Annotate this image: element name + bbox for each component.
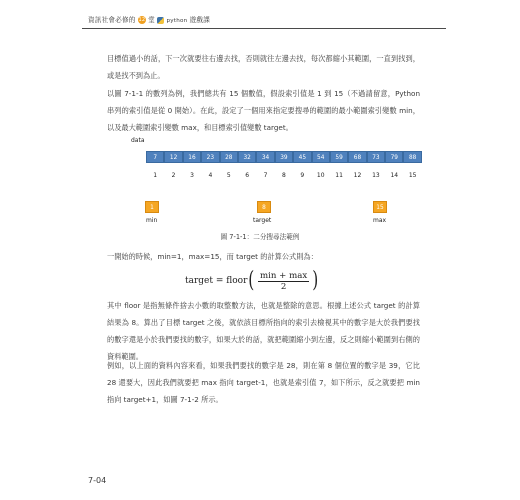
page-number: 7-04: [88, 476, 107, 485]
array-cell: 34: [256, 151, 274, 163]
paragraph-5: 例如，以上面的資料內容來看，如果我們要找的數字是 28，則在第 8 個位置的數字是 39，它比 28 還要大，因此我們就要把 max 指向 target-1，也就是索引值 7，如下所示，反之就要把 min 指向 target+1，如圖 7-1-2 所示。: [107, 361, 420, 404]
array-cell: 39: [275, 151, 293, 163]
header-title-mid: 堂: [148, 16, 155, 24]
array-cell: 32: [238, 151, 256, 163]
array-cell: 12: [164, 151, 182, 163]
index-label: 10: [316, 172, 325, 179]
index-label: 3: [190, 172, 194, 179]
array-cell: 73: [367, 151, 385, 163]
array-cell: 23: [201, 151, 219, 163]
index-label: 12: [353, 172, 362, 179]
min-marker: 1: [145, 201, 159, 213]
target-formula: [185, 270, 320, 292]
index-label: 9: [300, 172, 305, 179]
paragraph-2: 以圖 7-1-1 的數列為例，我們總共有 15 個數值，假設索引值是 1 到 15（不過請留意，Python 串列的索引值是從 0 開始）。在此，設定了一個用來指定要搜尋的範圍的最小範圍索引變數 min，以及最大範圍索引變數 max，和目標索引值變數 target。: [107, 89, 420, 132]
array-cell: 28: [220, 151, 238, 163]
index-label: 14: [390, 172, 399, 179]
array-cell: 79: [385, 151, 403, 163]
book-header-title: [88, 14, 210, 24]
target-label: target: [253, 217, 272, 224]
index-label: 4: [208, 172, 213, 179]
index-label: 8: [282, 172, 286, 179]
figure-caption: 圖 7-1-1：二分搜尋法範例: [220, 233, 300, 241]
data-array: [146, 151, 422, 163]
index-label: 2: [171, 172, 176, 179]
target-marker: 8: [257, 201, 271, 213]
index-label: 6: [245, 172, 250, 179]
header-python-label: python: [166, 18, 188, 24]
array-cell: 68: [348, 151, 366, 163]
max-marker: 15: [373, 201, 387, 213]
min-label: min: [146, 217, 158, 224]
header-title-suffix: 遊戲課: [189, 16, 211, 24]
array-cell: 45: [293, 151, 311, 163]
array-cell: 54: [312, 151, 330, 163]
formula-close-paren: ): [312, 268, 319, 293]
figure-data-label: data: [131, 137, 145, 144]
header-title-prefix: 資訊社會必修的: [88, 16, 136, 24]
array-cell: 88: [403, 151, 421, 163]
index-label: 15: [408, 172, 417, 179]
index-label: 5: [226, 172, 231, 179]
array-cell: 16: [183, 151, 201, 163]
formula-numerator: min + max: [260, 270, 308, 281]
paragraph-4: 其中 floor 是指無條件捨去小數的取整數方法，也就是整除的意思。根據上述公式 target 的計算結果為 8。算出了目標 target 之後，就依該目標所指向的索引去檢視其中的數字是大於我們要找的數字還是小於我們要找的數字，如果大於的話，就把範圍縮小到左邊，反之則縮小範圍到右側的資料範圍。: [107, 301, 420, 361]
index-row: [146, 172, 422, 179]
array-cell: 7: [146, 151, 164, 163]
index-label: 7: [263, 172, 268, 179]
formula-open-paren: (: [248, 268, 255, 293]
header-rule: [82, 28, 446, 29]
formula-lhs: target =: [185, 276, 227, 286]
paragraph-3: 一開始的時候，min=1，max=15，而 target 的計算公式則為：: [107, 252, 318, 261]
python-logo-icon: [157, 17, 164, 24]
formula-fraction: [258, 271, 309, 292]
index-label: 1: [153, 172, 158, 179]
array-cell: 59: [330, 151, 348, 163]
formula-func: floor: [226, 276, 248, 286]
header-badge: 12: [138, 17, 146, 23]
paragraph-1: 目標值過小的話，下一次就要往右邊去找，否則就往左邊去找，每次都縮小其範圍，一直到找到，或是找不到為止。: [107, 54, 420, 80]
formula-denominator: 2: [280, 281, 287, 292]
max-label: max: [373, 217, 387, 224]
index-label: 11: [335, 172, 343, 179]
index-label: 13: [372, 172, 380, 179]
